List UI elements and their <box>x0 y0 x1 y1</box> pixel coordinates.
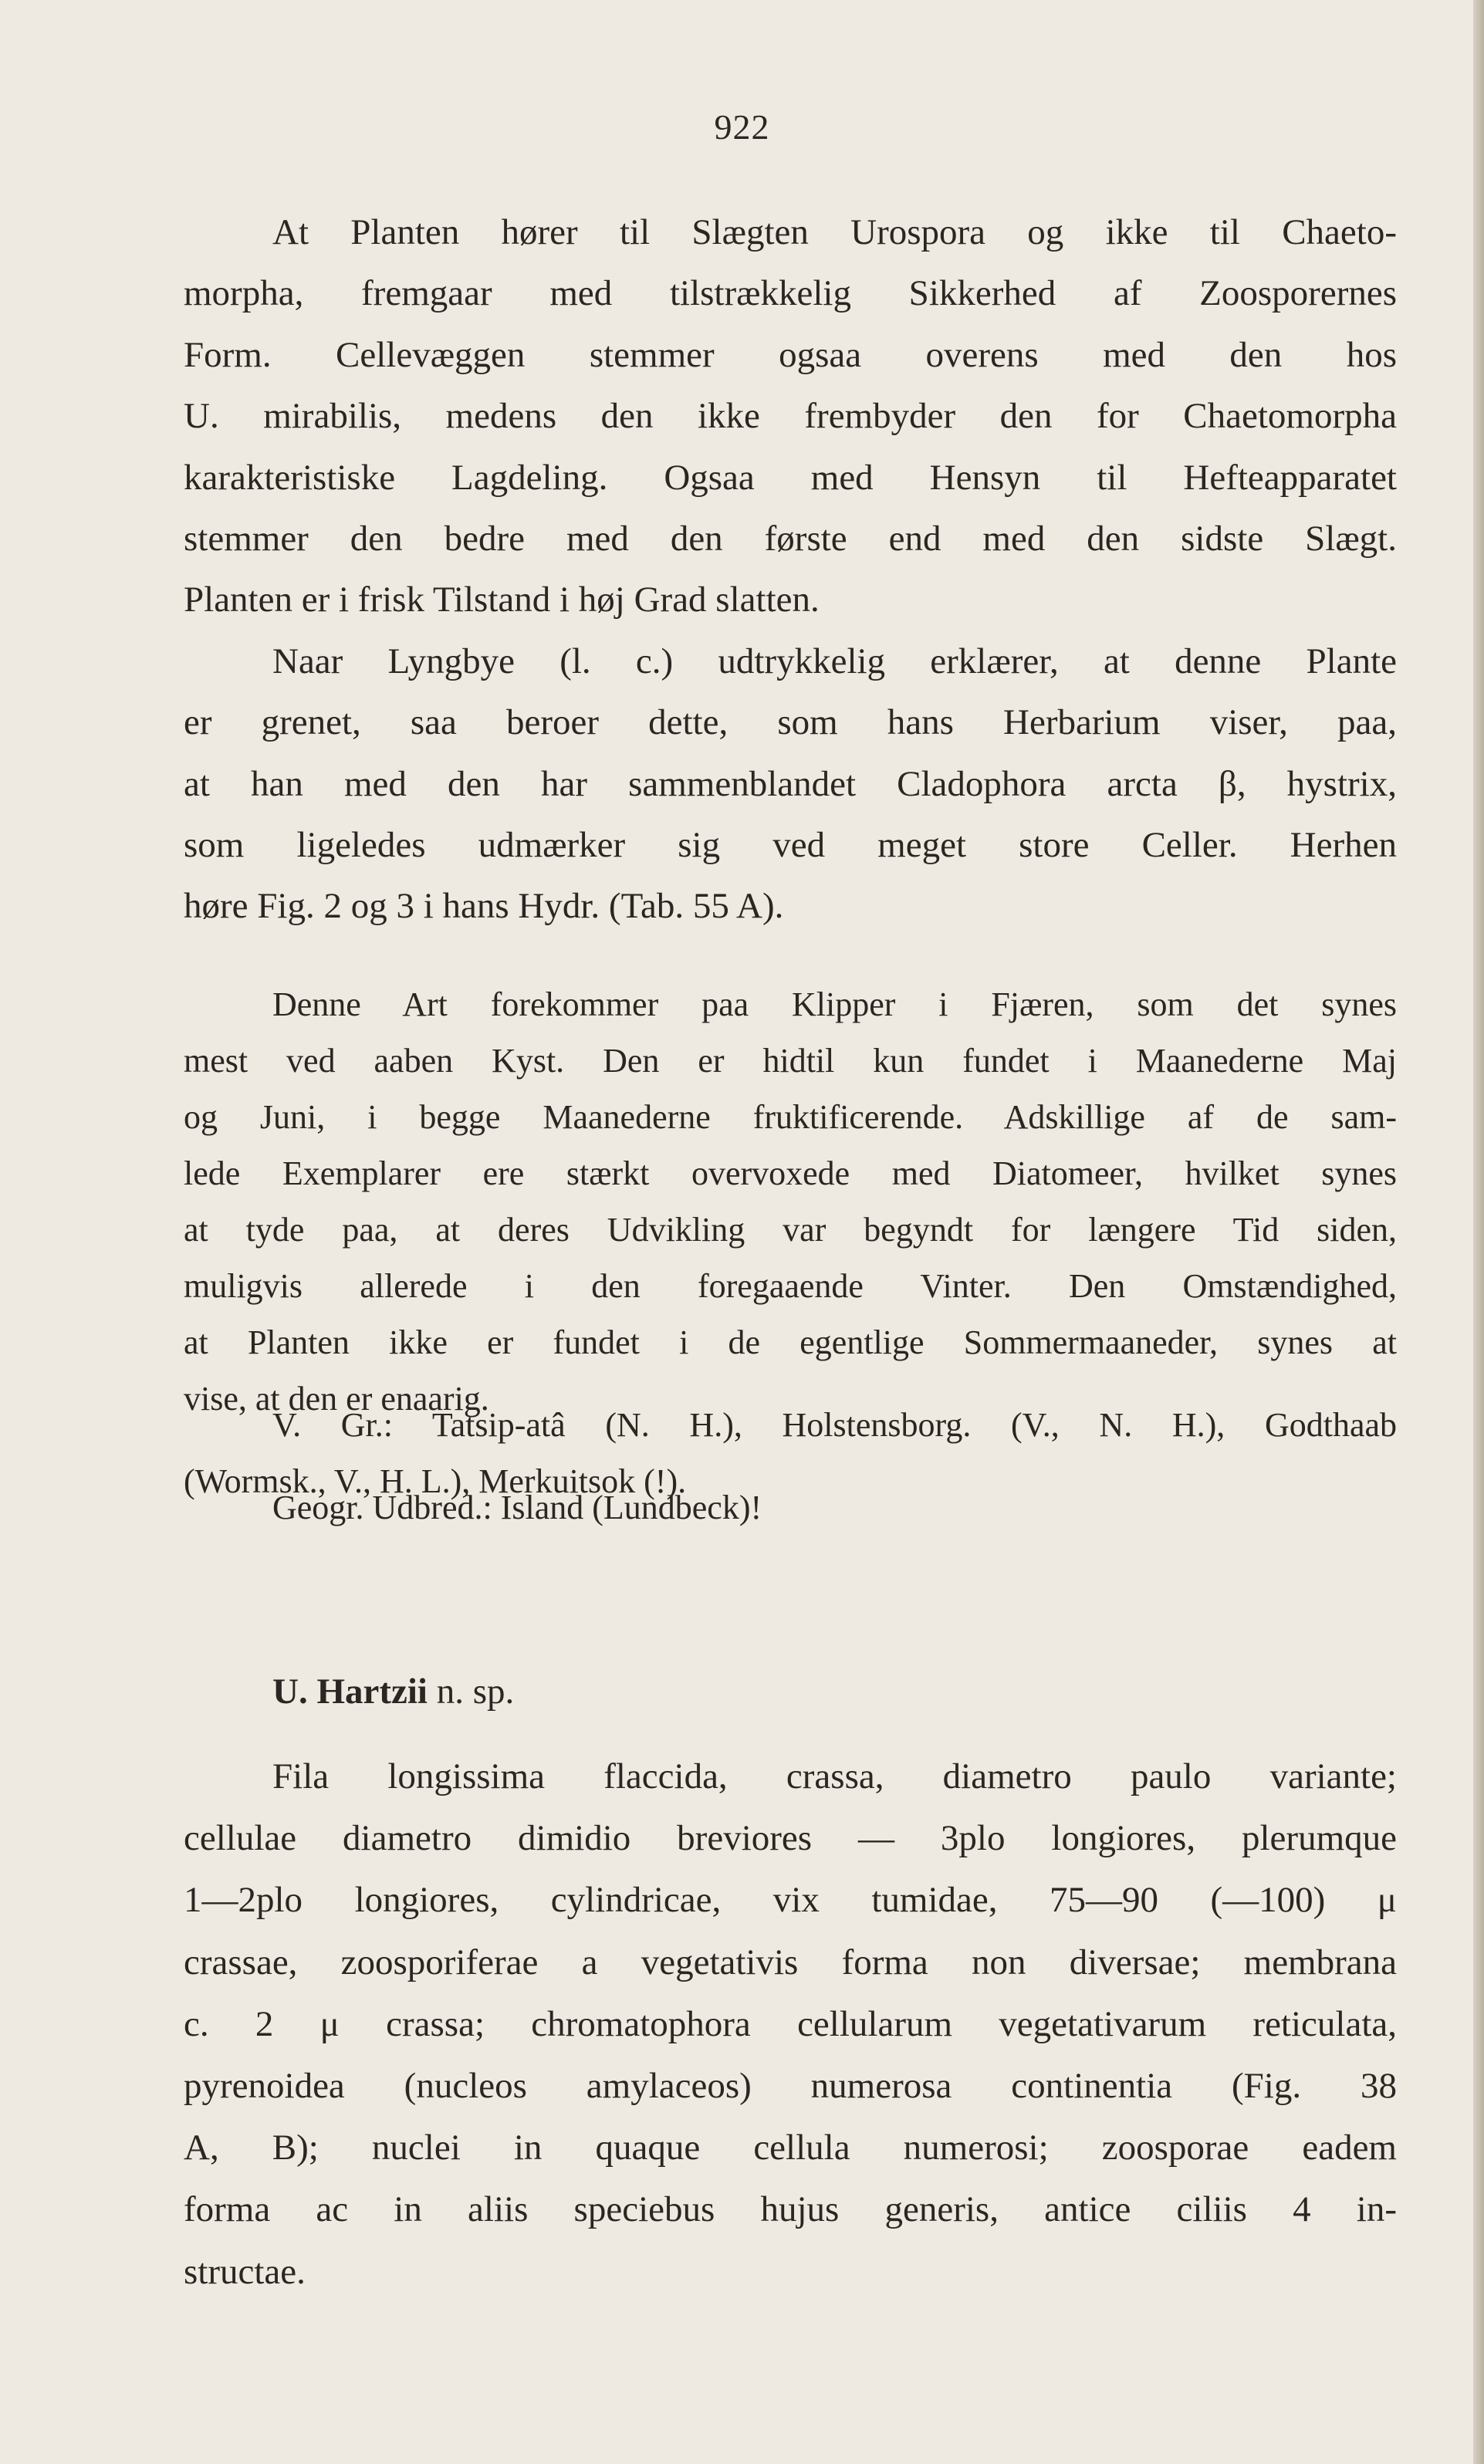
text-line: stemmer den bedre med den første end med den sidste Slægt. <box>184 519 1397 559</box>
text-line: (Wormsk., V., H. L.), Merkuitsok (!). <box>184 1462 687 1500</box>
text-line: at han med den har sammenblandet Cladophora arcta β, hystrix, <box>184 763 1397 804</box>
text-line: A, B); nuclei in quaque cellula numerosi; zoosporae eadem <box>184 2128 1397 2168</box>
text-line: At Planten hører til Slægten Urospora og ikke til Chaeto- <box>272 212 1397 252</box>
text-line: forma ac in aliis speciebus hujus generis, antice ciliis 4 in- <box>184 2189 1397 2230</box>
species-heading-line <box>184 1661 1397 1722</box>
text-line: c. 2 μ crassa; chromatophora cellularum vegetativarum reticulata, <box>184 2003 1397 2044</box>
distribution <box>184 1479 1397 1536</box>
text-line: Denne Art forekommer paa Klipper i Fjæren, som det synes <box>272 985 1397 1023</box>
text-line: Naar Lyngbye (l. c.) udtrykkelig erklærer, at denne Plante <box>272 641 1397 681</box>
text-line: V. Gr.: Tatsip-atâ (N. H.), Holstensborg. (V., N. H.), Godthaab <box>272 1406 1397 1444</box>
species-heading <box>184 1661 1397 1722</box>
text-line: Fila longissima flaccida, crassa, diametro paulo variante; <box>272 1756 1397 1796</box>
text-line: Geogr. Udbred.: Island (Lundbeck)! <box>272 1489 762 1526</box>
text-line: vise, at den er enaarig. <box>184 1380 489 1418</box>
species-suffix: n. sp. <box>428 1671 515 1712</box>
text-line: karakteristiske Lagdeling. Ogsaa med Hensyn til Hefteapparatet <box>184 457 1397 498</box>
paragraph-3 <box>184 976 1397 1427</box>
text-line: lede Exemplarer ere stærkt overvoxede med Diatomeer, hvilket synes <box>184 1154 1397 1192</box>
text-line: høre Fig. 2 og 3 i hans Hydr. (Tab. 55 A). <box>184 886 784 927</box>
text-line: morpha, fremgaar med tilstrækkelig Sikkerhed af Zoosporernes <box>184 273 1397 314</box>
text-line: som ligeledes udmærker sig ved meget store Celler. Herhen <box>184 825 1397 866</box>
diagnosis <box>184 1746 1397 2303</box>
text-line: at tyde paa, at deres Udvikling var begyndt for længere Tid siden, <box>184 1211 1397 1249</box>
text-line: crassae, zoosporiferae a vegetativis forma non diversae; membrana <box>184 1942 1397 1982</box>
text-line: cellulae diametro dimidio breviores — 3plo longiores, plerumque <box>184 1818 1397 1859</box>
text-line: pyrenoidea (nucleos amylaceos) numerosa continentia (Fig. 38 <box>184 2066 1397 2107</box>
species-name: U. Hartzii <box>272 1671 428 1712</box>
text-line: er grenet, saa beroer dette, som hans Herbarium viser, paa, <box>184 702 1397 743</box>
text-line: mest ved aaben Kyst. Den er hidtil kun fundet i Maanederne Maj <box>184 1042 1397 1080</box>
paragraph-1 <box>184 202 1397 938</box>
page-edge <box>1473 0 1484 2464</box>
text-line: at Planten ikke er fundet i de egentlige Sommermaaneder, synes at <box>184 1323 1397 1361</box>
text-line: U. mirabilis, medens den ikke frembyder den for Chaetomorpha <box>184 396 1397 437</box>
text-line: structae. <box>184 2251 306 2292</box>
text-line: 1—2plo longiores, cylindricae, vix tumidae, 75—90 (—100) μ <box>184 1880 1397 1921</box>
text-line: Planten er i frisk Tilstand i høj Grad slatten. <box>184 580 820 620</box>
text-line: muligvis allerede i den foregaaende Vinter. Den Omstændighed, <box>184 1267 1397 1305</box>
page-number: 922 <box>714 107 770 147</box>
text-line: Form. Cellevæggen stemmer ogsaa overens med den hos <box>184 334 1397 375</box>
text-line: og Juni, i begge Maanederne fruktificerende. Adskillige af de sam- <box>184 1098 1397 1136</box>
